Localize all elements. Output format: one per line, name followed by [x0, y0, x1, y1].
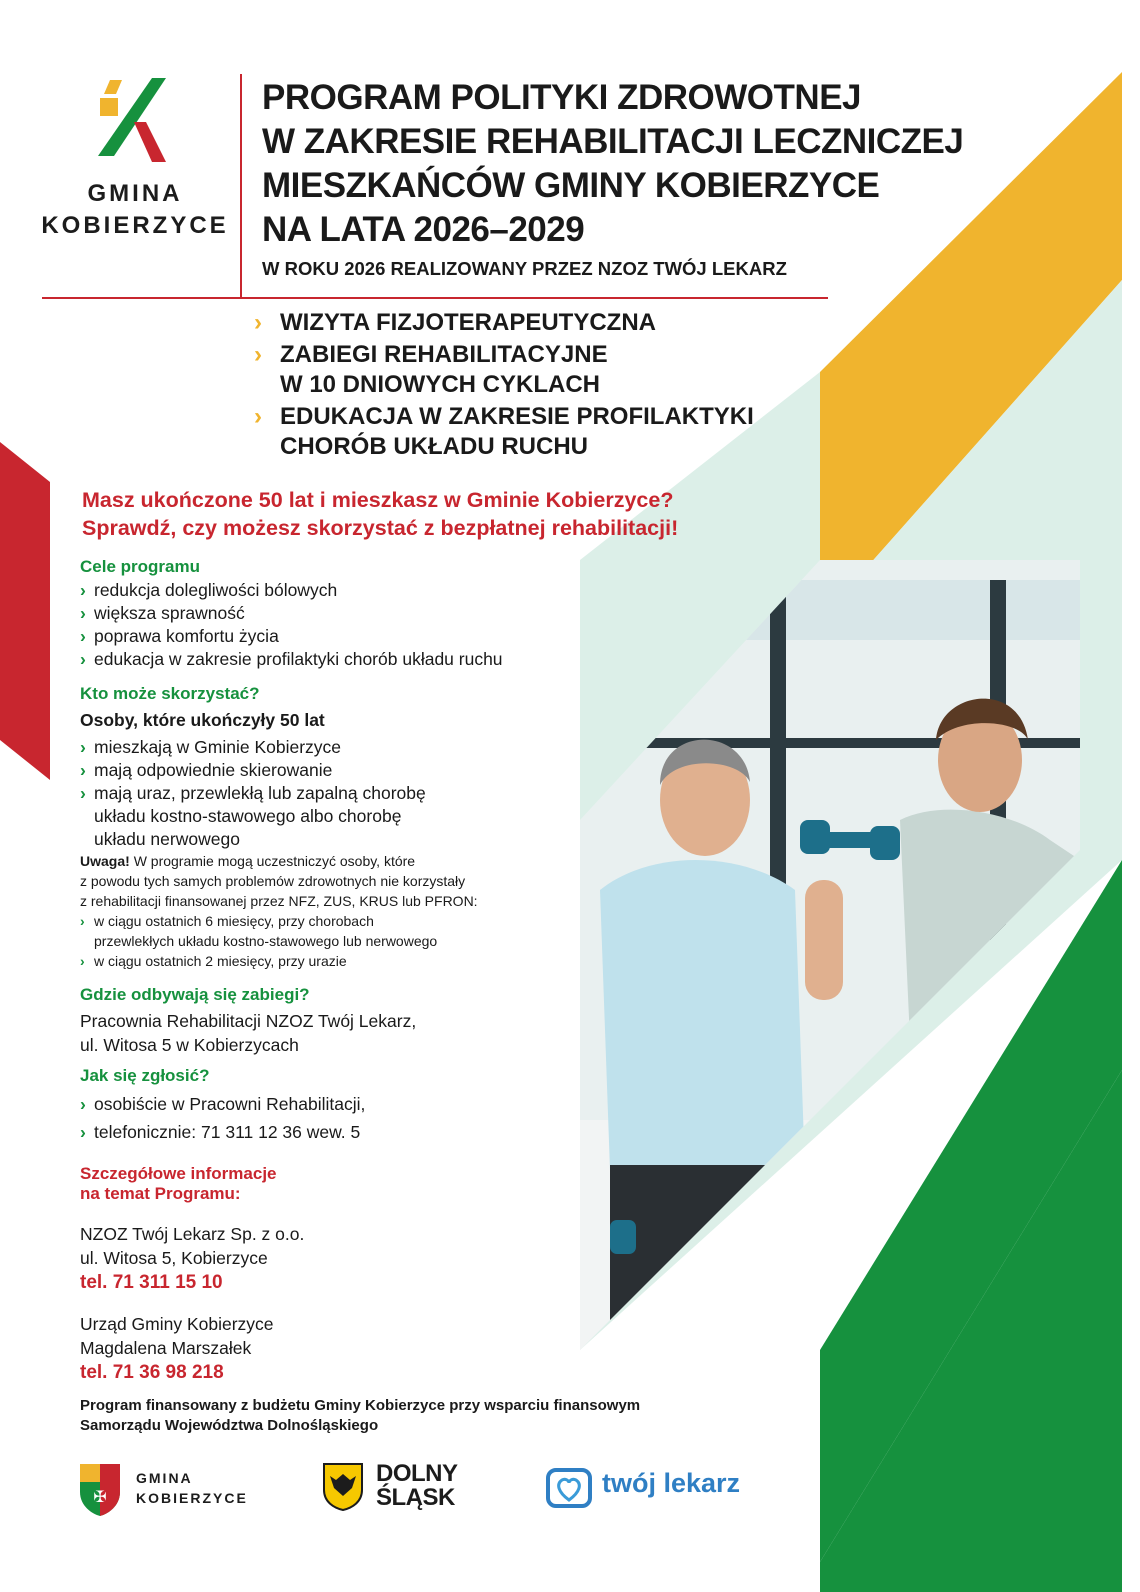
- service-item: [254, 340, 814, 400]
- how-section: [80, 1066, 600, 1146]
- chevron-right-icon: ›: [80, 649, 86, 669]
- service-line: WIZYTA FIZJOTERAPEUTYCZNA: [280, 309, 656, 336]
- eligibility-item: › mieszkają w Gminie Kobierzyce: [80, 737, 342, 757]
- chevron-right-icon: ›: [80, 603, 86, 623]
- chevron-right-icon: ›: [80, 1122, 86, 1142]
- details-heading-2: na temat Programu:: [80, 1184, 241, 1203]
- note-line-3: z rehabilitacji finansowanej przez NFZ, ZUS, KRUS lub PFRON:: [80, 893, 478, 909]
- title-line-3: MIESZKAŃCÓW GMINY KOBIERZYCE: [262, 166, 880, 205]
- chevron-right-icon: ›: [80, 913, 85, 929]
- chevron-right-icon: ›: [80, 626, 86, 646]
- eligibility-item: › mają uraz, przewlekłą lub zapalną chorobę układu kostno-stawowego albo chorobę układu nerwowego: [80, 783, 426, 849]
- header-divider-horizontal: [42, 297, 828, 299]
- contact-1-line-2: ul. Witosa 5, Kobierzyce: [80, 1248, 268, 1268]
- chevron-right-icon: ›: [80, 1094, 86, 1114]
- twoj-lekarz-text: twój lekarz: [602, 1468, 741, 1498]
- goal-item: › poprawa komfortu życia: [80, 626, 279, 646]
- eagle-crest-icon: [322, 1462, 364, 1512]
- note-line-1: Uwaga! W programie mogą uczestniczyć osoby, które: [80, 853, 416, 869]
- dolny-slask-logo: [322, 1460, 482, 1520]
- where-section: [80, 985, 600, 1057]
- goal-item: › edukacja w zakresie profilaktyki chorób układu ruchu: [80, 649, 503, 669]
- dolny-line1: DOLNY: [376, 1460, 458, 1487]
- how-heading: Jak się zgłosić?: [80, 1066, 210, 1085]
- contact-2-line-2: Magdalena Marszałek: [80, 1338, 252, 1358]
- contact-2-phone[interactable]: tel. 71 36 98 218: [80, 1362, 224, 1383]
- gmina-logo-line1: GMINA: [87, 180, 183, 207]
- gmina-bottom-line1: GMINA: [136, 1470, 193, 1486]
- title-line-4: NA LATA 2026–2029: [262, 210, 585, 249]
- contact-1-line-1: NZOZ Twój Lekarz Sp. z o.o.: [80, 1224, 305, 1244]
- note-item: › w ciągu ostatnich 2 miesięcy, przy urazie: [80, 953, 347, 969]
- goal-item: › redukcja dolegliwości bólowych: [80, 580, 338, 600]
- where-line-1: Pracownia Rehabilitacji NZOZ Twój Lekarz,: [80, 1011, 417, 1031]
- lead-question: [82, 486, 822, 542]
- eligibility-subheading: Osoby, które ukończyły 50 lat: [80, 710, 325, 730]
- goal-item: › większa sprawność: [80, 603, 245, 623]
- note-item: › w ciągu ostatnich 6 miesięcy, przy chorobach przewlekłych układu kostno-stawowego lub nerwowego: [80, 913, 438, 949]
- contact-2-line-1: Urząd Gminy Kobierzyce: [80, 1314, 274, 1334]
- gmina-logo-line2: KOBIERZYCE: [41, 212, 229, 239]
- funding-line-2: Samorządu Województwa Dolnośląskiego: [80, 1417, 379, 1434]
- eligibility-section: [80, 684, 600, 851]
- page-subtitle: W ROKU 2026 REALIZOWANY PRZEZ NZOZ TWÓJ LEKARZ: [262, 258, 787, 279]
- note-section: [80, 851, 600, 971]
- title-line-2: W ZAKRESIE REHABILITACJI LECZNICZEJ: [262, 122, 964, 161]
- details-section: [80, 1164, 600, 1386]
- lead-line-2: Sprawdź, czy możesz skorzystać z bezpłatnej rehabilitacji!: [82, 516, 679, 540]
- gmina-k-logo-icon: [96, 76, 168, 166]
- how-item: › osobiście w Pracowni Rehabilitacji,: [80, 1090, 600, 1118]
- twoj-lekarz-logo: [544, 1460, 764, 1520]
- page-title: [262, 76, 1082, 252]
- photo-physiotherapy: [580, 520, 1080, 1350]
- funding-note: [80, 1396, 780, 1436]
- chevron-right-icon: ›: [80, 953, 85, 969]
- services-list: [254, 308, 814, 464]
- chevron-right-icon: ›: [254, 309, 262, 336]
- heart-cross-icon: [544, 1464, 594, 1512]
- chevron-right-icon: ›: [254, 403, 262, 430]
- chevron-right-icon: ›: [80, 760, 86, 780]
- title-line-1: PROGRAM POLITYKI ZDROWOTNEJ: [262, 78, 861, 117]
- service-item: [254, 402, 814, 462]
- service-line: EDUKACJA W ZAKRESIE PROFILAKTYKI: [280, 403, 754, 430]
- where-heading: Gdzie odbywają się zabiegi?: [80, 985, 310, 1004]
- goals-section: [80, 557, 600, 671]
- funding-line-1: Program finansowany z budżetu Gminy Kobierzyce przy wsparciu finansowym: [80, 1397, 641, 1414]
- chevron-right-icon: ›: [80, 580, 86, 600]
- gmina-logo-text: [40, 178, 230, 242]
- details-heading-1: Szczegółowe informacje: [80, 1164, 277, 1183]
- svg-text:✠: ✠: [93, 1487, 107, 1506]
- chevron-right-icon: ›: [254, 341, 262, 368]
- service-line: ZABIEGI REHABILITACYJNE: [280, 341, 608, 368]
- how-item: › telefonicznie: 71 311 12 36 wew. 5: [80, 1118, 600, 1146]
- header-divider-vertical: [240, 74, 242, 298]
- chevron-right-icon: ›: [80, 783, 86, 803]
- coat-of-arms-icon: [78, 1462, 122, 1518]
- red-stripe: [0, 442, 50, 780]
- eligibility-heading: Kto może skorzystać?: [80, 684, 260, 703]
- lead-line-1: Masz ukończone 50 lat i mieszkasz w Gminie Kobierzyce?: [82, 488, 674, 512]
- where-line-2: ul. Witosa 5 w Kobierzycach: [80, 1035, 299, 1055]
- service-item: [254, 308, 814, 338]
- goals-heading: Cele programu: [80, 557, 200, 576]
- contact-1-phone[interactable]: tel. 71 311 15 10: [80, 1272, 223, 1293]
- note-line-2: z powodu tych samych problemów zdrowotnych nie korzystały: [80, 873, 466, 889]
- dolny-line2: ŚLĄSK: [376, 1484, 455, 1511]
- service-line: CHORÓB UKŁADU RUCHU: [280, 433, 588, 460]
- chevron-right-icon: ›: [80, 737, 86, 757]
- eligibility-item: › mają odpowiednie skierowanie: [80, 760, 333, 780]
- gmina-bottom-line2: KOBIERZYCE: [136, 1490, 248, 1506]
- service-line: W 10 DNIOWYCH CYKLACH: [280, 371, 601, 398]
- gmina-kobierzyce-logo: [78, 1460, 258, 1520]
